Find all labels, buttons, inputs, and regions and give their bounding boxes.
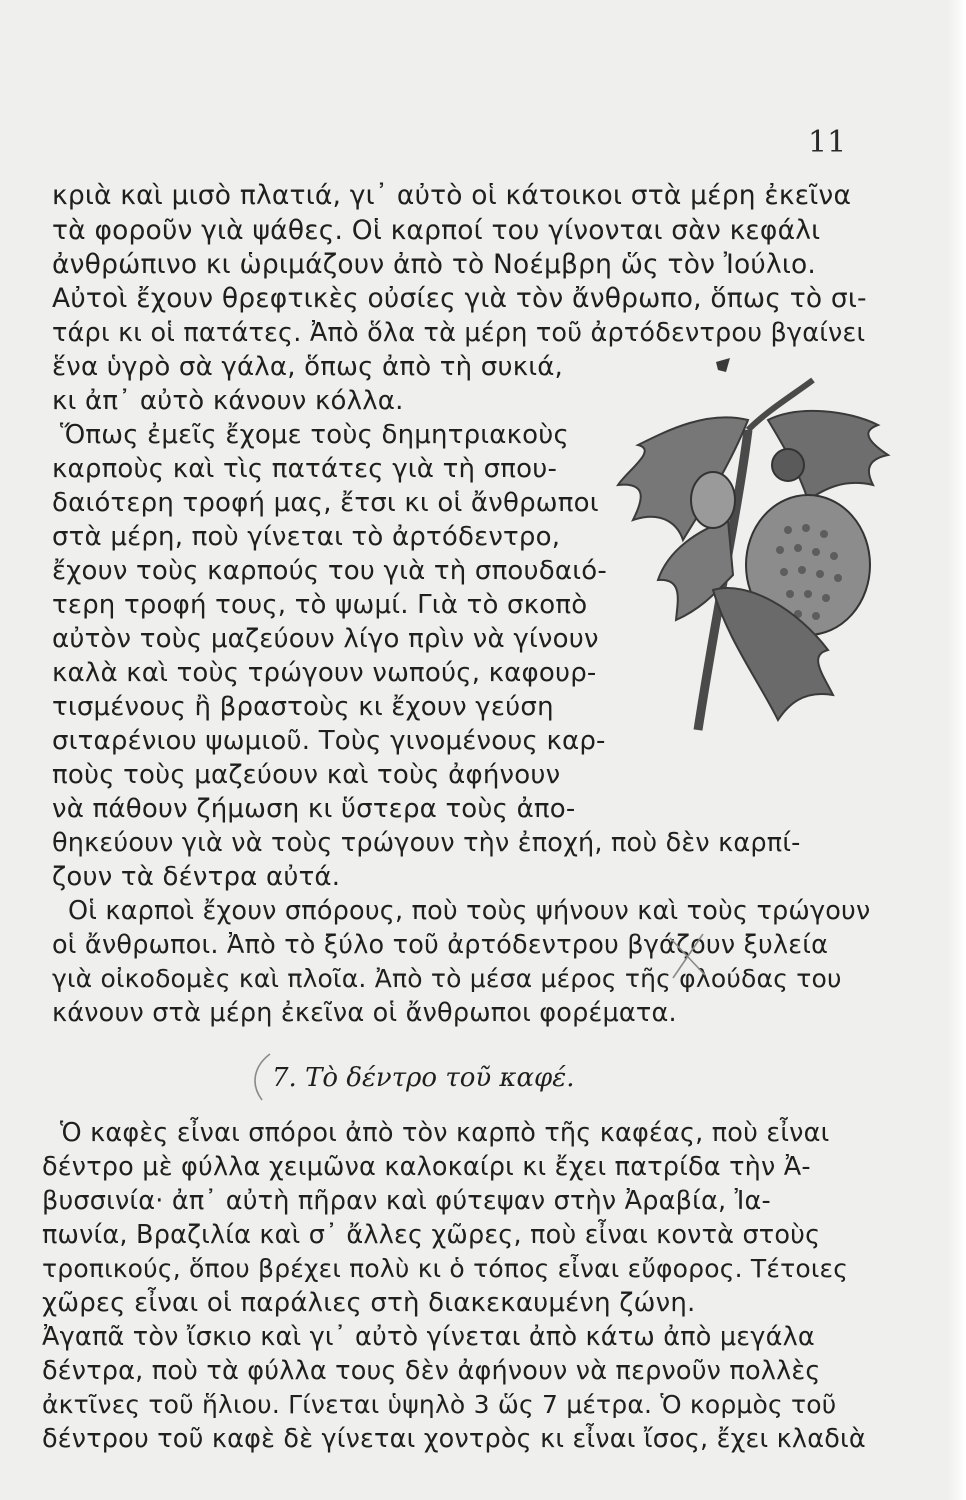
text-line: βυσσινία· ἀπ᾿ αὐτὴ πῆραν καὶ φύτεψαν στὴν Ἀραβία, Ἰα- bbox=[42, 1186, 771, 1216]
text-line: δέντρο μὲ φύλλα χειμῶνα καλοκαίρι κι ἔχει πατρίδα τὴν Ἀ- bbox=[42, 1152, 811, 1182]
text-line: τὰ φοροῦν γιὰ ψάθες. Οἱ καρποί του γίνονται σὰν κεφάλι bbox=[52, 215, 821, 246]
text-line: δαιότερη τροφή μας, ἔτσι κι οἱ ἄνθρωποι bbox=[52, 488, 599, 518]
text-line: ποὺς τοὺς μαζεύουν καὶ τοὺς ἀφήνουν bbox=[52, 760, 561, 790]
text-line: κι ἀπ᾿ αὐτὸ κάνουν κόλλα. bbox=[52, 386, 404, 416]
text-line: θηκεύουν γιὰ νὰ τοὺς τρώγουν τὴν ἐποχή, ποὺ δὲν καρπί- bbox=[52, 828, 801, 858]
breadfruit-illustration bbox=[598, 350, 916, 750]
pencil-check-mark bbox=[240, 1052, 278, 1102]
text-line: τισμένους ἢ βραστοὺς κι ἔχουν γεύση bbox=[52, 692, 554, 722]
text-line: Οἱ καρποὶ ἔχουν σπόρους, ποὺ τοὺς ψήνουν καὶ τοὺς τρώγουν bbox=[68, 896, 871, 926]
text-line: κριὰ καὶ μισὸ πλατιά, γι᾿ αὐτὸ οἱ κάτοικοι στὰ μέρη ἐκεῖνα bbox=[52, 180, 852, 211]
text-line: τερη τροφή τους, τὸ ψωμί. Γιὰ τὸ σκοπὸ bbox=[52, 590, 588, 620]
text-line: καρποὺς καὶ τὶς πατάτες γιὰ τὴ σπου- bbox=[52, 454, 558, 484]
text-line: σιταρένιου ψωμιοῦ. Τοὺς γινομένους καρ- bbox=[52, 726, 606, 756]
text-line: οἱ ἄνθρωποι. Ἀπὸ τὸ ξύλο τοῦ ἀρτόδεντρου βγάζουν ξυλεία bbox=[52, 930, 829, 960]
text-line: πωνία, Βραζιλία καὶ σ᾿ ἄλλες χῶρες, ποὺ εἶναι κοντὰ στοὺς bbox=[42, 1220, 821, 1250]
text-line: ἀνθρώπινο κι ὡριμάζουν ἀπὸ τὸ Νοέμβρη ὥς τὸν Ἰούλιο. bbox=[52, 249, 817, 280]
text-line: Ἀγαπᾶ τὸν ἴσκιο καὶ γι᾿ αὐτὸ γίνεται ἀπὸ κάτω ἀπὸ μεγάλα bbox=[42, 1322, 815, 1352]
text-line: ζουν τὰ δέντρα αὐτά. bbox=[52, 862, 341, 892]
text-line: αὐτὸν τοὺς μαζεύουν λίγο πρὶν νὰ γίνουν bbox=[52, 624, 599, 654]
text-line: ἔχουν τοὺς καρπούς του γιὰ τὴ σπουδαιό- bbox=[52, 556, 607, 586]
text-line: τροπικούς, ὅπου βρέχει πολὺ κι ὁ τόπος εἶναι εὔφορος. Τέτοιες bbox=[42, 1254, 849, 1283]
text-line: Ὅπως ἐμεῖς ἔχομε τοὺς δημητριακοὺς bbox=[60, 420, 569, 450]
text-line: στὰ μέρη, ποὺ γίνεται τὸ ἀρτόδεντρο, bbox=[52, 522, 561, 552]
page-number: 11 bbox=[808, 125, 847, 160]
text-line: ἕνα ὑγρὸ σὰ γάλα, ὅπως ἀπὸ τὴ συκιά, bbox=[52, 352, 564, 382]
text-line: ἀκτῖνες τοῦ ἥλιου. Γίνεται ὑψηλὸ 3 ὥς 7 μέτρα. Ὁ κορμὸς τοῦ bbox=[42, 1390, 837, 1419]
text-line: Ὁ καφὲς εἶναι σπόροι ἀπὸ τὸν καρπὸ τῆς καφέας, ποὺ εἶναι bbox=[60, 1118, 830, 1148]
text-line: δέντρου τοῦ καφὲ δὲ γίνεται χοντρὸς κι εἶναι ἴσος, ἔχει κλαδιὰ bbox=[42, 1424, 866, 1454]
text-line: κάνουν στὰ μέρη ἐκεῖνα οἱ ἄνθρωποι φορέματα. bbox=[52, 998, 677, 1028]
text-line: δέντρα, ποὺ τὰ φύλλα τους δὲν ἀφήνουν νὰ περνοῦν πολλὲς bbox=[42, 1356, 821, 1386]
text-line: καλὰ καὶ τοὺς τρώγουν νωπούς, καφουρ- bbox=[52, 658, 597, 688]
text-line: χῶρες εἶναι οἱ παράλιες στὴ διακεκαυμένη ζώνη. bbox=[42, 1288, 696, 1318]
text-line: Αὐτοὶ ἔχουν θρεφτικὲς οὐσίες γιὰ τὸν ἄνθρωπο, ὅπως τὸ σι- bbox=[52, 283, 867, 314]
text-line: γιὰ οἰκοδομὲς καὶ πλοῖα. Ἀπὸ τὸ μέσα μέρος τῆς φλούδας του bbox=[52, 964, 842, 993]
text-line: νὰ πάθουν ζήμωση κι ὕστερα τοὺς ἀπο- bbox=[52, 794, 576, 824]
text-line: τάρι κι οἱ πατάτες. Ἀπὸ ὅλα τὰ μέρη τοῦ ἀρτόδεντρου βγαίνει bbox=[52, 318, 866, 348]
section-heading: 7. Τὸ δέντρο τοῦ καφέ. bbox=[272, 1063, 575, 1093]
pencil-cross-mark bbox=[665, 930, 710, 980]
